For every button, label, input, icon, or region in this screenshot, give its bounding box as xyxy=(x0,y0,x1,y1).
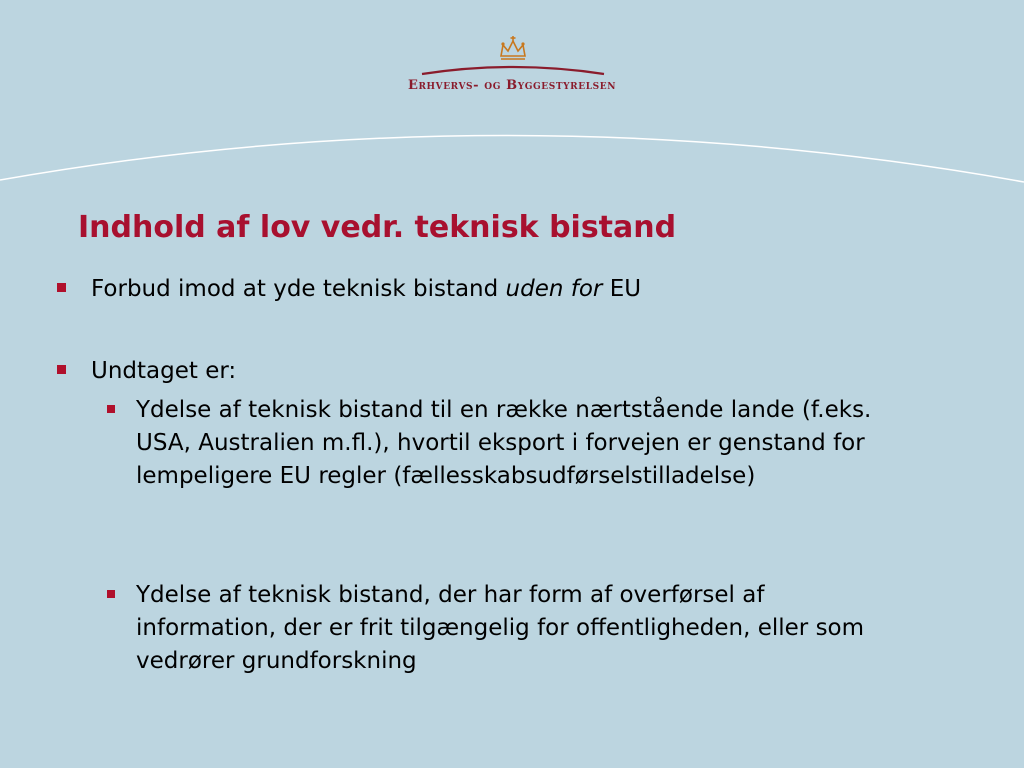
slide-title: Indhold af lov vedr. teknisk bistand xyxy=(78,210,677,245)
bullet-marker xyxy=(57,365,66,374)
bullet-text: EU xyxy=(602,276,642,302)
bullet-text-emphasis: uden for xyxy=(505,276,603,302)
bullet-item xyxy=(91,272,641,306)
bullet-marker xyxy=(57,283,66,292)
sub-bullet-item: Ydelse af teknisk bistand til en række nærtstående lande (f.eks. USA, Australien m.fl.), hvortil eksport i forvejen er genstand for lempeligere EU regler (fællesskabsudførselstilladelse) xyxy=(136,397,872,489)
sub-bullet-marker xyxy=(107,405,115,413)
bullet-item: Undtaget er: xyxy=(91,358,237,384)
agency-name: Erhvervs- og Byggestyrelsen xyxy=(407,78,617,93)
sub-bullet-marker xyxy=(107,590,115,598)
sub-bullet-item: Ydelse af teknisk bistand, der har form af overførsel af information, der er frit tilgængelig for offentligheden, eller som vedrører grundforskning xyxy=(136,582,865,674)
bullet-text: Forbud imod at yde teknisk bistand xyxy=(91,276,506,302)
